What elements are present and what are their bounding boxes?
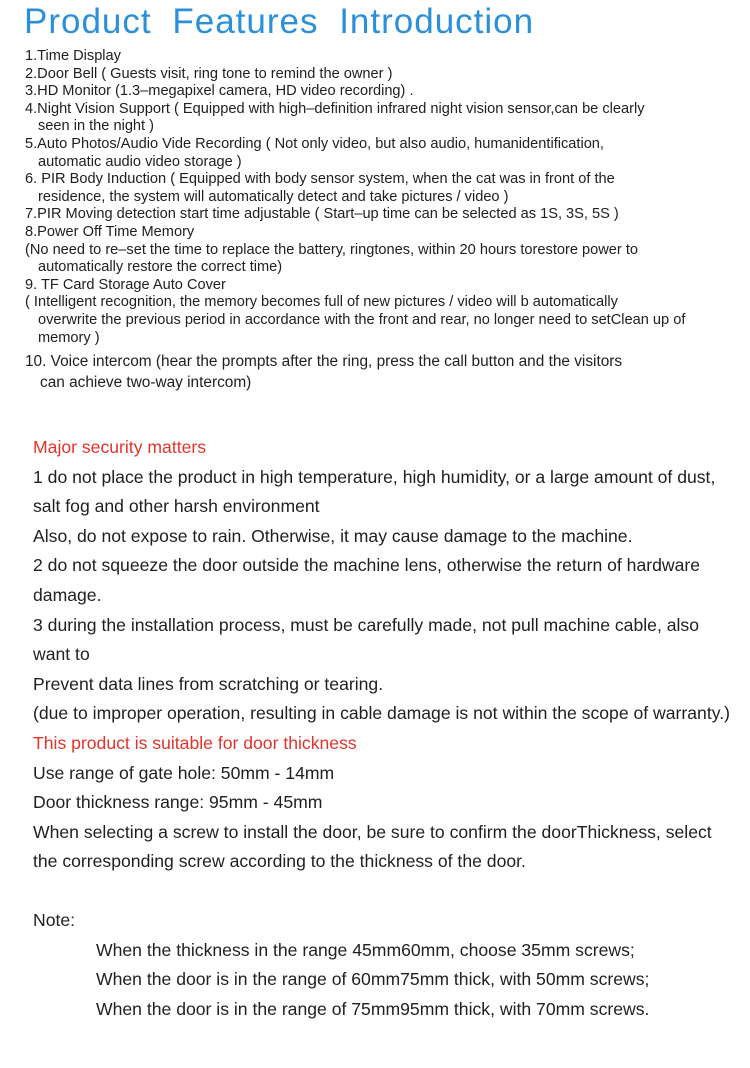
feature-text: 8.Power Off Time Memory — [25, 223, 195, 240]
feature-item — [25, 206, 730, 224]
feature-item — [25, 171, 730, 206]
security-line: Prevent data lines from scratching or tearing. — [33, 673, 384, 694]
feature-continuation: automatically restore the correct time) — [38, 259, 283, 276]
feature-item — [25, 277, 730, 295]
feature-text: (No need to re–set the time to replace the battery, ringtones, within 20 hours torestore power to — [25, 241, 639, 258]
note-list — [33, 936, 738, 1025]
security-line: Also, do not expose to rain. Otherwise, it may cause damage to the machine. — [33, 525, 633, 546]
feature-text: 6. PIR Body Induction ( Equipped with body sensor system, when the cat was in front of the — [25, 171, 615, 188]
security-line: (due to improper operation, resulting in cable damage is not within the scope of warranty.) — [33, 703, 730, 724]
feature-text: 10. Voice intercom (hear the prompts after the ring, press the call button and the visitors — [25, 353, 623, 371]
feature-continuation: overwrite the previous period in accordance with the front and rear, no longer need to setClean up of memory ) — [38, 311, 686, 346]
feature-item — [25, 83, 730, 101]
feature-text: 1.Time Display — [25, 48, 121, 64]
feature-item — [25, 224, 730, 242]
feature-item — [25, 136, 730, 171]
note-item: When the door is in the range of 75mm95mm thick, with 70mm screws. — [96, 998, 650, 1019]
thickness-line: Use range of gate hole: 50mm - 14mm — [33, 762, 335, 783]
note-item: When the thickness in the range 45mm60mm, choose 35mm screws; — [96, 939, 635, 960]
feature-text: 5.Auto Photos/Audio Vide Recording ( Not only video, but also audio, humanidentification, — [25, 135, 604, 152]
feature-item — [25, 242, 730, 277]
note-item: When the door is in the range of 60mm75mm thick, with 50mm screws; — [96, 969, 650, 990]
feature-item — [25, 352, 730, 393]
feature-continuation: can achieve two-way intercom) — [40, 373, 252, 391]
feature-item — [25, 294, 730, 347]
feature-text: 3.HD Monitor (1.3–megapixel camera, HD video recording) . — [25, 83, 414, 100]
features-list — [25, 48, 730, 393]
thickness-line: Door thickness range: 95mm - 45mm — [33, 792, 323, 813]
security-line: 3 during the installation process, must be carefully made, not pull machine cable, also want to — [33, 614, 699, 665]
feature-continuation: seen in the night ) — [38, 118, 155, 135]
feature-item — [25, 48, 730, 66]
thickness-line: When selecting a screw to install the door, be sure to confirm the doorThickness, select the corresponding screw according to the thickness of the door. — [33, 821, 712, 872]
spacer — [33, 877, 738, 906]
thickness-heading: This product is suitable for door thickness — [33, 732, 357, 753]
feature-text: ( Intelligent recognition, the memory becomes full of new pictures / video will b automatically — [25, 294, 618, 311]
feature-continuation: automatic audio video storage ) — [38, 153, 242, 170]
feature-continuation: residence, the system will automatically detect and take pictures / video ) — [38, 188, 509, 205]
security-heading: Major security matters — [33, 437, 207, 457]
security-line: 1 do not place the product in high temperature, high humidity, or a large amount of dust, salt fog and other harsh environment — [33, 466, 716, 517]
feature-text: 9. TF Card Storage Auto Cover — [25, 276, 226, 293]
note-label: Note: — [33, 909, 76, 930]
feature-text: 4.Night Vision Support ( Equipped with high–definition infrared night vision sensor,can be clearly — [25, 100, 645, 117]
security-section — [33, 433, 738, 1024]
security-line: 2 do not squeeze the door outside the machine lens, otherwise the return of hardware damage. — [33, 555, 701, 605]
page-title: Product Features Introduction — [24, 2, 535, 41]
feature-item — [25, 66, 730, 84]
feature-item — [25, 101, 730, 136]
feature-text: 7.PIR Moving detection start time adjustable ( Start–up time can be selected as 1S, 3S, 5S ) — [25, 206, 619, 223]
feature-text: 2.Door Bell ( Guests visit, ring tone to remind the owner ) — [25, 65, 393, 82]
